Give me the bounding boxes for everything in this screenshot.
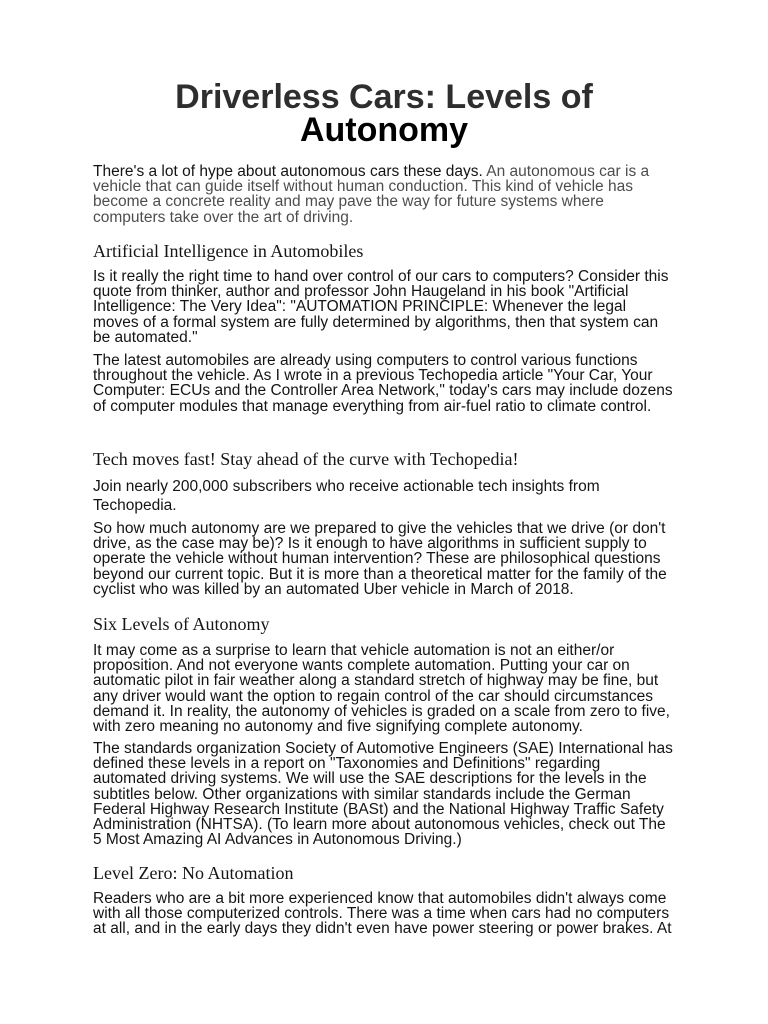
text-line: Readers who are a bit more experienced know that automobiles didn't always come xyxy=(93,890,667,907)
text-line: computers take over the art of driving. xyxy=(93,208,354,226)
text-line: quote from thinker, author and professor John Haugeland in his book "Artificial xyxy=(93,283,629,301)
text-line: Techopedia. xyxy=(93,497,177,514)
text-line: cyclist who was killed by an automated Uber vehicle in March of 2018. xyxy=(93,580,574,598)
text-line: throughout the vehicle. As I wrote in a previous Techopedia article "Your Car, Your xyxy=(93,367,653,385)
text-line: Federal Highway Research Institute (BASt) and the National Highway Traffic Safety xyxy=(93,800,664,818)
text-line: drive, as the case may be)? Is it enough to have algorithms in sufficient supply to xyxy=(93,535,647,553)
heading-level-zero: Level Zero: No Automation xyxy=(93,863,294,883)
intro-paragraph xyxy=(93,164,649,225)
paragraph xyxy=(93,741,673,847)
text-line: become a concrete reality and may pave the way for future systems where xyxy=(93,193,604,211)
title-line: Driverless Cars: Levels of xyxy=(175,78,593,116)
text-line: automated driving systems. We will use the SAE descriptions for the levels in the xyxy=(93,770,647,788)
text-line: Join nearly 200,000 subscribers who receive actionable tech insights from xyxy=(93,478,600,495)
newsletter-promo-text xyxy=(93,477,600,515)
paragraph xyxy=(93,891,672,937)
heading-ai-in-automobiles: Artificial Intelligence in Automobiles xyxy=(93,241,364,261)
text-line: 5 Most Amazing AI Advances in Autonomous Driving.) xyxy=(93,831,462,849)
text-line: The latest automobiles are already using computers to control various functions xyxy=(93,352,638,369)
intro-lead-sentence: There's a lot of hype about autonomous cars these days. xyxy=(93,163,483,180)
paragraph xyxy=(93,269,668,345)
heading-tech-moves-fast: Tech moves fast! Stay ahead of the curve with Techopedia! xyxy=(93,449,519,469)
title-line: Autonomy xyxy=(299,111,469,149)
text-line: The standards organization Society of Automotive Engineers (SAE) International has xyxy=(93,740,673,757)
text-line: defined these levels in a report on "Taxonomies and Definitions" regarding xyxy=(93,755,601,773)
document-title xyxy=(0,78,768,149)
text-line: Is it really the right time to hand over control of our cars to computers? Consider this xyxy=(93,268,669,285)
text-line: any driver would want the option to regain control of the car should circumstances xyxy=(93,687,654,705)
text-line: automatic pilot in fair weather along a standard stretch of highway may be fine, but xyxy=(93,672,659,690)
text-line: proposition. And not everyone wants complete automation. Putting your car on xyxy=(93,657,630,675)
text-line: of computer modules that manage everything from air-fuel ratio to climate control. xyxy=(93,397,652,415)
text-line xyxy=(93,164,649,179)
heading-six-levels: Six Levels of Autonomy xyxy=(93,614,270,634)
text-line: demand it. In reality, the autonomy of vehicles is graded on a scale from zero to five, xyxy=(93,702,670,720)
intro-definition-text: An autonomous car is a xyxy=(486,163,650,180)
text-line: with all those computerized controls. There was a time when cars had no computers xyxy=(93,905,670,923)
text-line: Intelligence: The Very Idea": "AUTOMATION PRINCIPLE: Whenever the legal xyxy=(93,298,627,316)
text-line: beyond our current topic. But it is more than a theoretical matter for the family of the xyxy=(93,565,667,583)
text-line: vehicle that can guide itself without human conduction. This kind of vehicle has xyxy=(93,178,633,196)
text-line: be automated." xyxy=(93,328,198,346)
text-line: subtitles below. Other organizations with similar standards include the German xyxy=(93,785,631,803)
text-line: with zero meaning no autonomy and five signifying complete autonomy. xyxy=(93,717,583,735)
text-line: operate the vehicle without human intervention? These are philosophical questions xyxy=(93,550,661,568)
paragraph xyxy=(93,643,670,734)
text-line: at all, and in the early days they didn't even have power steering or power brakes. At xyxy=(93,920,672,938)
text-line: It may come as a surprise to learn that vehicle automation is not an either/or xyxy=(93,642,615,659)
text-line: moves of a formal system are fully determined by algorithms, then that system can xyxy=(93,313,659,331)
text-line: Administration (NHTSA). (To learn more about autonomous vehicles, check out The xyxy=(93,815,666,833)
text-line: So how much autonomy are we prepared to give the vehicles that we drive (or don't xyxy=(93,520,666,537)
paragraph xyxy=(93,353,673,414)
text-line: Computer: ECUs and the Controller Area Network," today's cars may include dozens xyxy=(93,382,673,400)
paragraph xyxy=(93,521,667,597)
